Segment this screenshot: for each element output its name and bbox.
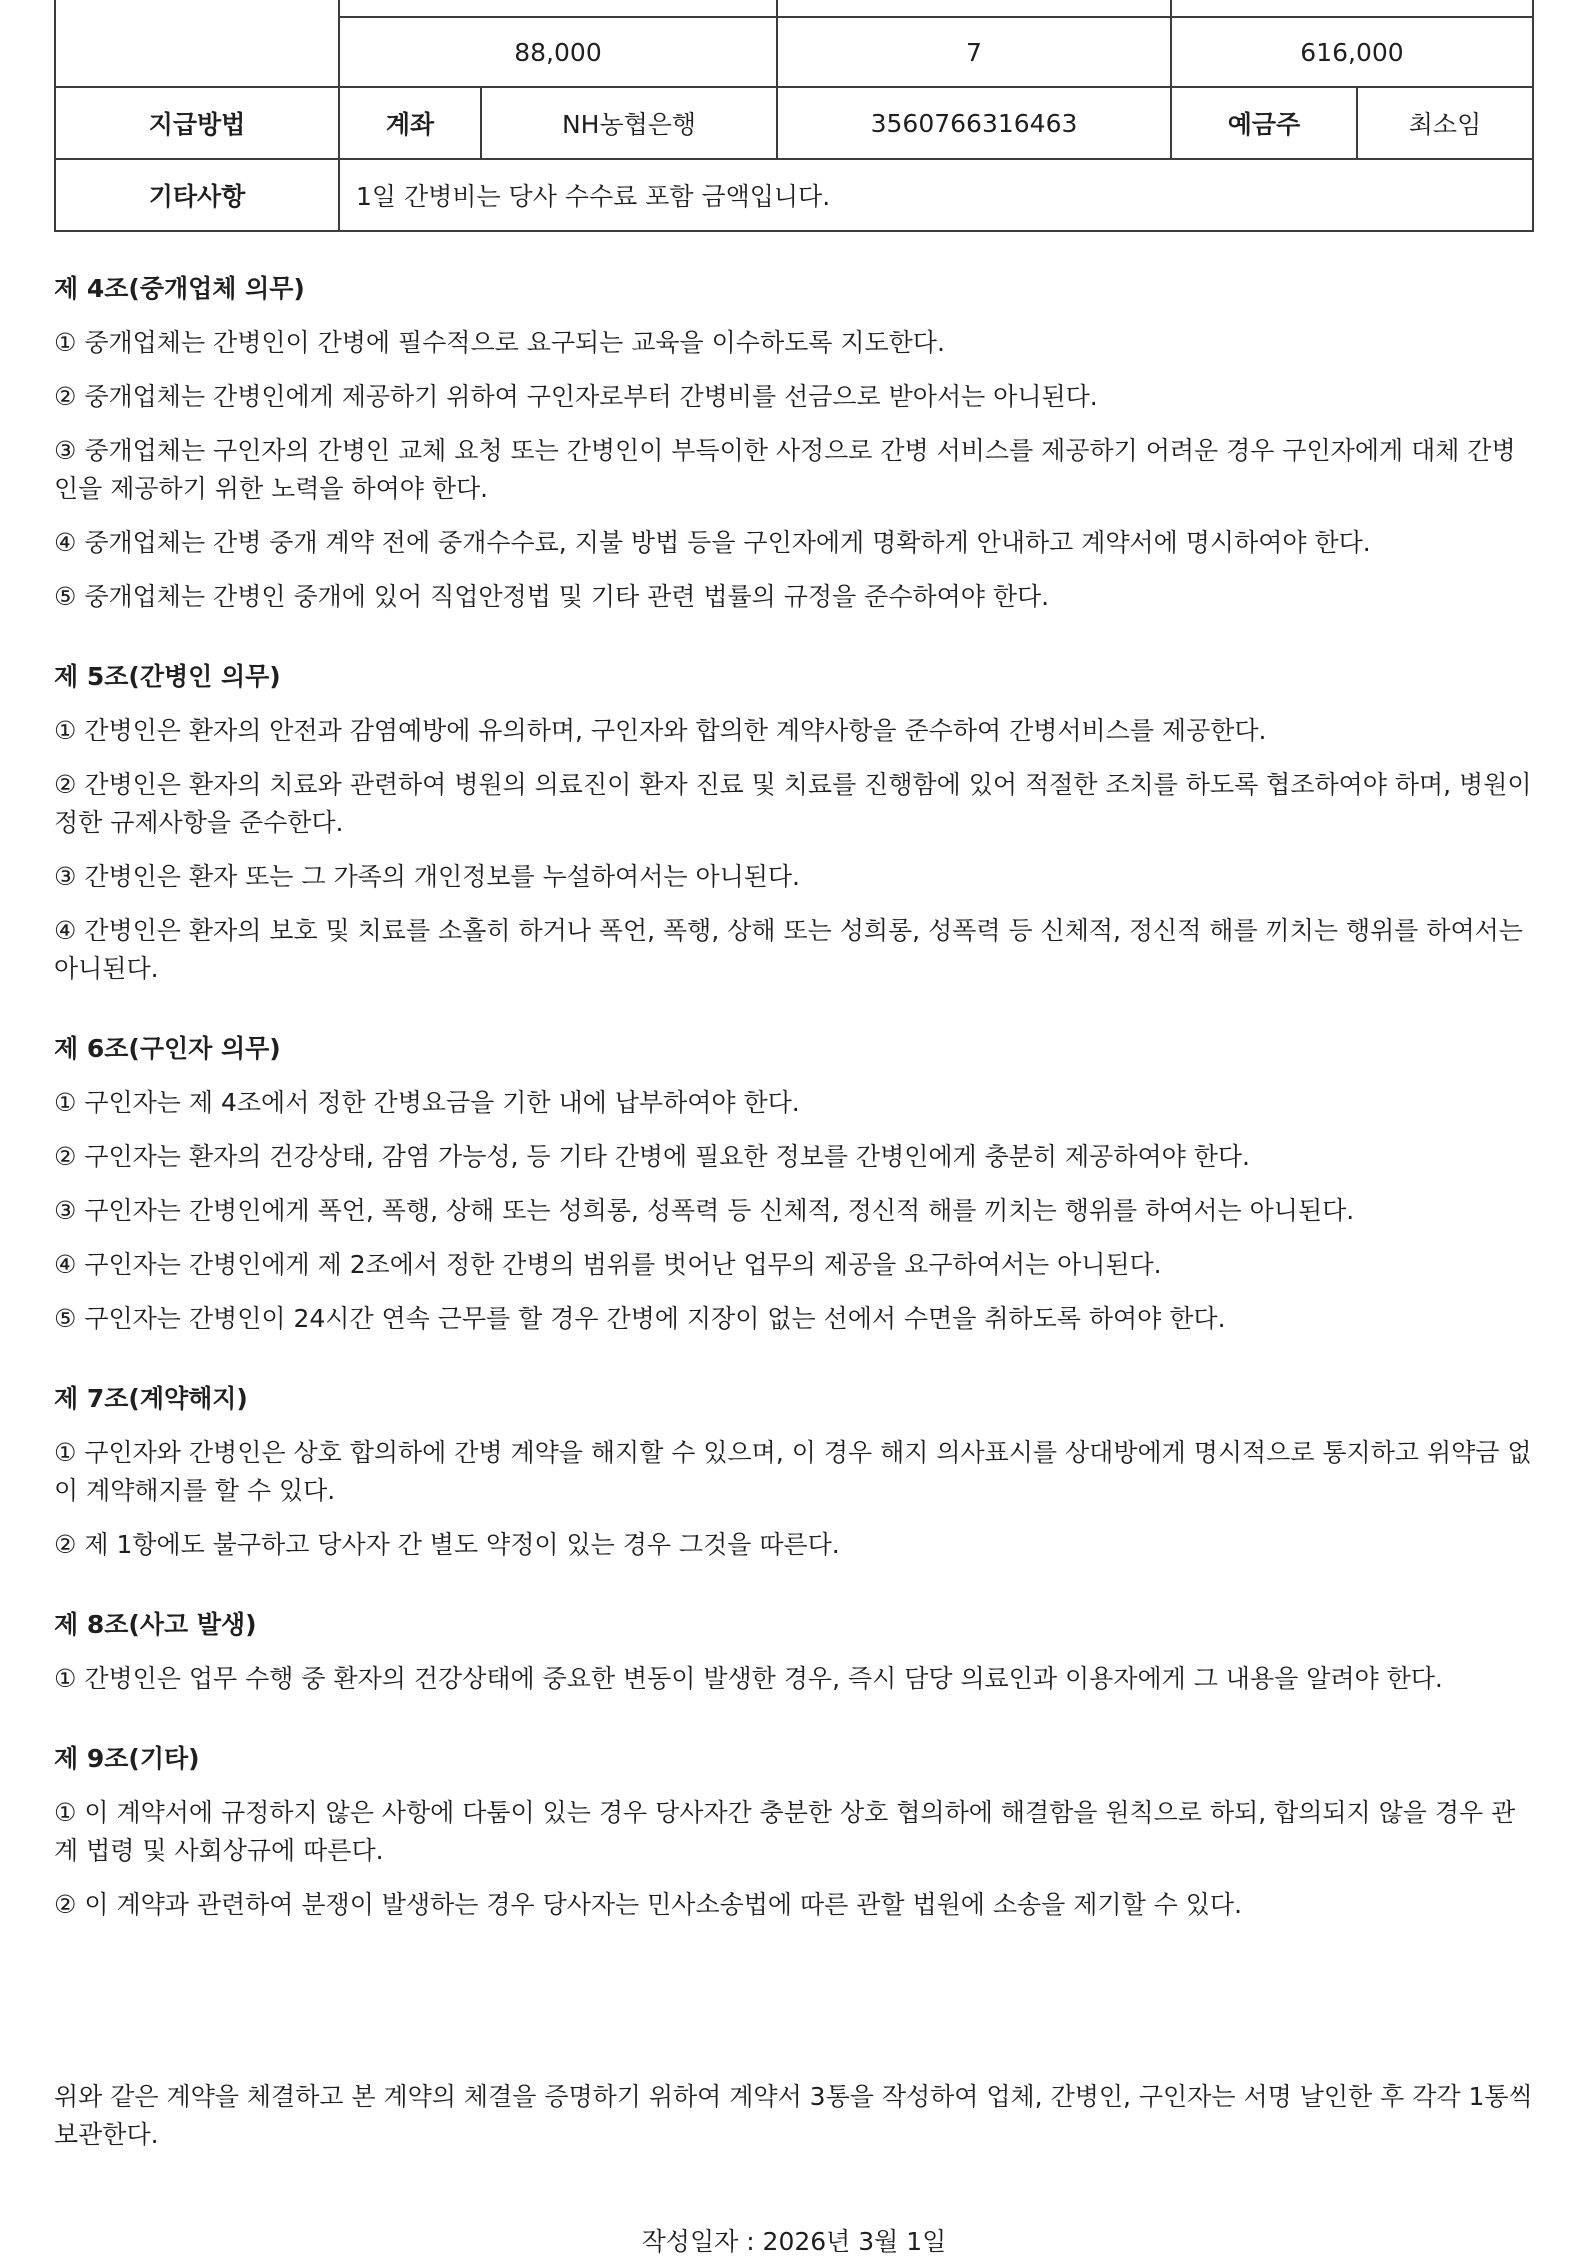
article-title: 제 9조(기타) [54,1744,200,1773]
article-clause: ④ 중개업체는 간병 중개 계약 전에 중개수수료, 지불 방법 등을 구인자에게 명확하게 안내하고 계약서에 명시하여야 한다. [54,528,1371,557]
notes-label: 기타사항 [55,159,339,231]
article-clause: ④ 간병인은 환자의 보호 및 치료를 소홀히 하거나 폭언, 폭행, 상해 또는 성희롱, 성폭력 등 신체적, 정신적 해를 끼치는 행위를 하여서는 아니된다. [54,916,1523,983]
article-clause: ① 간병인은 환자의 안전과 감염예방에 유의하며, 구인자와 합의한 계약사항을 준수하여 간병서비스를 제공한다. [54,716,1267,745]
article-title: 제 8조(사고 발생) [54,1610,257,1639]
table-cell-empty [339,0,777,17]
bank-name-cell: NH농협은행 [481,87,777,159]
table-cell-empty [1171,0,1533,17]
days-cell: 7 [777,17,1171,87]
date-line: 작성일자 : 2026년 3월 1일 [641,2227,947,2256]
article-clause: ④ 구인자는 간병인에게 제 2조에서 정한 간병의 범위를 벗어난 업무의 제공을 요구하여서는 아니된다. [54,1250,1162,1279]
payment-table [54,0,1534,232]
article-clause: ① 이 계약서에 규정하지 않은 사항에 다툼이 있는 경우 당사자간 충분한 상호 협의하에 해결함을 원칙으로 하되, 합의되지 않을 경우 관계 법령 및 사회상규에 따른다. [54,1798,1516,1865]
article-title: 제 6조(구인자 의무) [54,1034,281,1063]
article-clause: ② 구인자는 환자의 건강상태, 감염 가능성, 등 기타 간병에 필요한 정보를 간병인에게 충분히 제공하여야 한다. [54,1142,1250,1171]
holder-name-cell: 최소임 [1357,87,1533,159]
articles-section [54,270,1534,1966]
table-row-notes [55,159,1533,231]
notes-text: 1일 간병비는 당사 수수료 포함 금액입니다. [339,159,1533,231]
total-cell: 616,000 [1171,17,1533,87]
article-clause: ① 중개업체는 간병인이 간병에 필수적으로 요구되는 교육을 이수하도록 지도한다. [54,328,945,357]
article [54,658,1534,988]
article-clause: ① 간병인은 업무 수행 중 환자의 건강상태에 중요한 변동이 발생한 경우, 즉시 담당 의료인과 이용자에게 그 내용을 알려야 한다. [54,1664,1443,1693]
article-clause: ② 간병인은 환자의 치료와 관련하여 병원의 의료진이 환자 진료 및 치료를 진행함에 있어 적절한 조치를 하도록 협조하여야 하며, 병원이 정한 규제사항을 준수한다. [54,770,1532,837]
article-title: 제 4조(중개업체 의무) [54,274,305,303]
holder-label-cell: 예금주 [1171,87,1357,159]
article-clause: ⑤ 구인자는 간병인이 24시간 연속 근무를 할 경우 간병에 지장이 없는 선에서 수면을 취하도록 하여야 한다. [54,1304,1226,1333]
article-clause: ③ 중개업체는 구인자의 간병인 교체 요청 또는 간병인이 부득이한 사정으로 간병 서비스를 제공하기 어려운 경우 구인자에게 대체 간병인을 제공하기 위한 노력을 하여야 한다. [54,436,1516,503]
table-cell-empty [777,0,1171,17]
article-clause: ① 구인자와 간병인은 상호 합의하에 간병 계약을 해지할 수 있으며, 이 경우 해지 의사표시를 상대방에게 명시적으로 통지하고 위약금 없이 계약해지를 할 수 있다. [54,1438,1532,1505]
article [54,1740,1534,1924]
payment-method-label: 지급방법 [55,87,339,159]
daily-fee-cell: 88,000 [339,17,777,87]
table-row-payment [55,87,1533,159]
article [54,1380,1534,1564]
article [54,270,1534,616]
account-number-cell: 3560766316463 [777,87,1171,159]
article-clause: ② 중개업체는 간병인에게 제공하기 위하여 구인자로부터 간병비를 선금으로 받아서는 아니된다. [54,382,1098,411]
article-clause: ③ 구인자는 간병인에게 폭언, 폭행, 상해 또는 성희롱, 성폭력 등 신체적, 정신적 해를 끼치는 행위를 하여서는 아니된다. [54,1196,1355,1225]
article-clause: ⑤ 중개업체는 간병인 중개에 있어 직업안정법 및 기타 관련 법률의 규정을 준수하여야 한다. [54,582,1050,611]
payment-type-cell: 계좌 [339,87,481,159]
article-title: 제 7조(계약해지) [54,1384,248,1413]
table-cell-label-empty [55,0,339,87]
article-clause: ② 제 1항에도 불구하고 당사자 간 별도 약정이 있는 경우 그것을 따른다. [54,1530,840,1559]
table-row-top-partial [55,0,1533,17]
article-clause: ③ 간병인은 환자 또는 그 가족의 개인정보를 누설하여서는 아니된다. [54,862,800,891]
article-clause: ② 이 계약과 관련하여 분쟁이 발생하는 경우 당사자는 민사소송법에 따른 관할 법원에 소송을 제기할 수 있다. [54,1890,1243,1919]
closing-statement: 위와 같은 계약을 체결하고 본 계약의 체결을 증명하기 위하여 계약서 3통을 작성하여 업체, 간병인, 구인자는 서명 날인한 후 각각 1통씩 보관한다. [54,2082,1533,2149]
article [54,1030,1534,1338]
article-clause: ① 구인자는 제 4조에서 정한 간병요금을 기한 내에 납부하여야 한다. [54,1088,800,1117]
article-title: 제 5조(간병인 의무) [54,662,281,691]
article [54,1606,1534,1698]
